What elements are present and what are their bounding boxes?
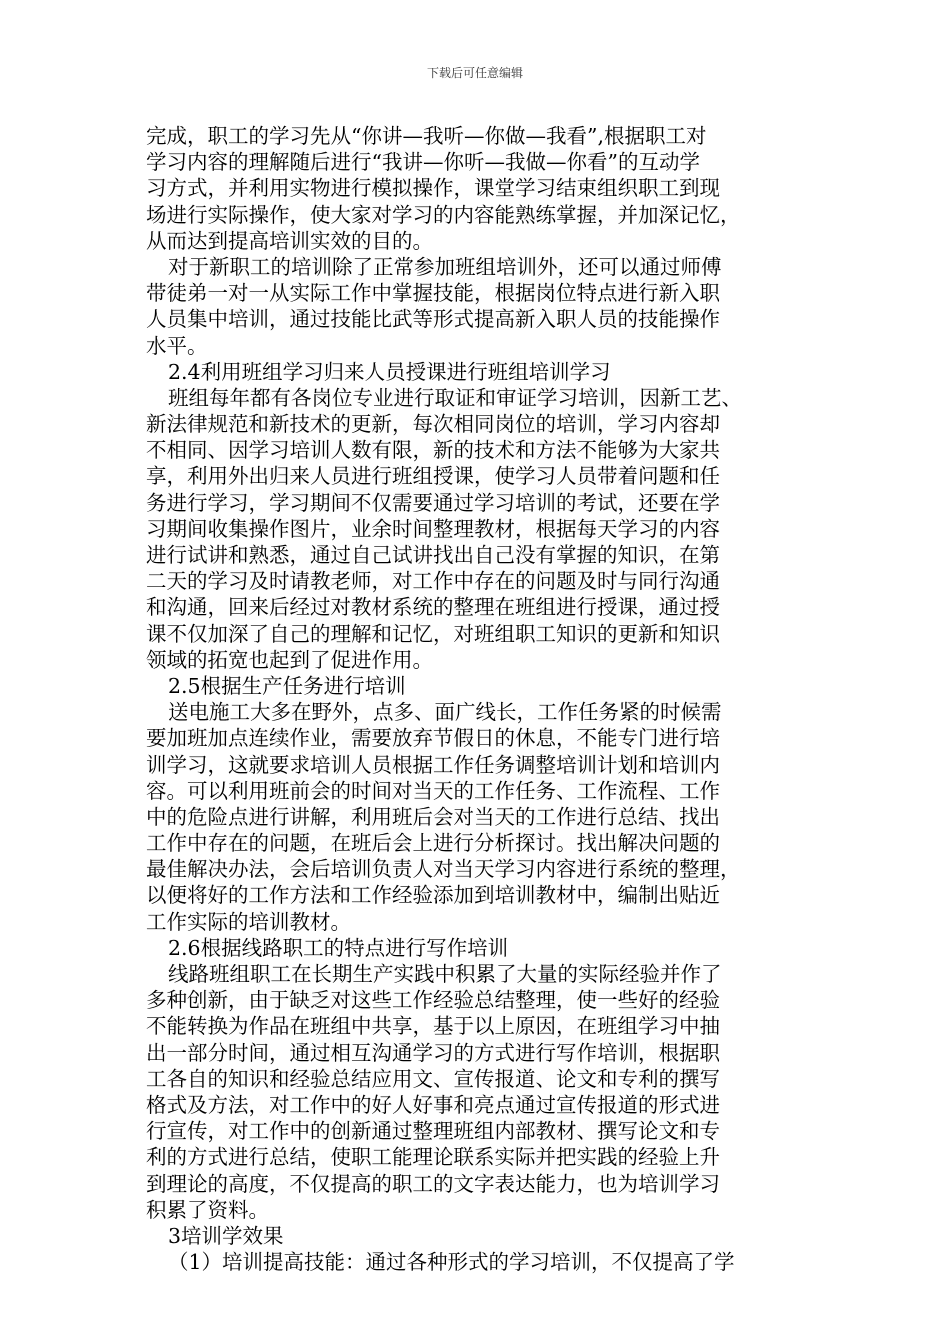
text-line: 领域的拓宽也起到了促进作用。 — [146, 647, 433, 672]
text-line: 班组每年都有各岗位专业进行取证和审证学习培训，因新工艺、 — [168, 385, 742, 410]
text-line: 带徒弟一对一从实际工作中掌握技能，根据岗位特点进行新入职 — [146, 281, 720, 306]
text-line: 完成，职工的学习先从“你讲—我听—你做—我看”,根据职工对 — [146, 124, 707, 148]
text-line: 到理论的高度，不仅提高的职工的文字表达能力，也为培训学习 — [146, 1171, 720, 1196]
text-line: 二天的学习及时请教老师，对工作中存在的问题及时与同行沟通 — [146, 569, 720, 594]
text-line: 2.6根据线路职工的特点进行写作培训 — [168, 935, 509, 960]
text-line: 新法律规范和新技术的更新，每次相同岗位的培训，学习内容却 — [146, 412, 720, 437]
text-line: 习方式，并利用实物进行模拟操作，课堂学习结束组织职工到现 — [146, 176, 720, 201]
text-line: 利的方式进行总结，使职工能理论联系实际并把实践的经验上升 — [146, 1145, 720, 1170]
text-line: 线路班组职工在长期生产实践中积累了大量的实际经验并作了 — [168, 962, 722, 986]
text-line: 场进行实际操作，使大家对学习的内容能熟练掌握，并加深记忆， — [146, 202, 741, 227]
text-line: 3培训学效果 — [168, 1223, 284, 1248]
document-body — [146, 123, 786, 1275]
text-line: 从而达到提高培训实效的目的。 — [146, 228, 433, 253]
text-line: 以便将好的工作方法和工作经验添加到培训教材中，编制出贴近 — [146, 883, 720, 908]
text-line: 格式及方法，对工作中的好人好事和亮点通过宣传报道的形式进 — [146, 1092, 720, 1117]
text-line: 工作中存在的问题，在班后会上进行分析探讨。找出解决问题的 — [146, 831, 720, 856]
text-line: 出一部分时间，通过相互沟通学习的方式进行写作培训，根据职 — [146, 1040, 720, 1065]
text-line: 积累了资料。 — [146, 1197, 269, 1222]
text-line: 学习内容的理解随后进行“我讲—你听—我做—你看”的互动学 — [146, 150, 700, 175]
text-line: 不能转换为作品在班组中共享，基于以上原因，在班组学习中抽 — [146, 1014, 720, 1039]
text-line: 中的危险点进行讲解，利用班后会对当天的工作进行总结、找出 — [146, 804, 720, 829]
text-line: 多种创新，由于缺乏对这些工作经验总结整理，使一些好的经验 — [146, 988, 720, 1013]
text-line: 工各自的知识和经验总结应用文、宣传报道、论文和专利的撰写 — [146, 1066, 720, 1091]
text-line: 务进行学习，学习期间不仅需要通过学习培训的考试，还要在学 — [146, 490, 720, 515]
text-line: 对于新职工的培训除了正常参加班组培训外，还可以通过师傅 — [168, 254, 722, 279]
text-line: 2.4利用班组学习归来人员授课进行班组培训学习 — [168, 359, 611, 384]
text-line: 享，利用外出归来人员进行班组授课，使学习人员带着问题和任 — [146, 464, 720, 489]
page-header: 下载后可任意编辑 — [426, 66, 523, 80]
text-line: 水平。 — [146, 333, 208, 358]
text-line: 不相同、因学习培训人数有限，新的技术和方法不能够为大家共 — [146, 438, 720, 463]
text-line: 要加班加点连续作业，需要放弃节假日的休息，不能专门进行培 — [146, 726, 720, 751]
text-line: 工作实际的培训教材。 — [146, 909, 351, 934]
text-line: 训学习，这就要求培训人员根据工作任务调整培训计划和培训内 — [146, 752, 720, 777]
text-line: 容。可以利用班前会的时间对当天的工作任务、工作流程、工作 — [146, 778, 720, 803]
text-line: 2.5根据生产任务进行培训 — [168, 673, 406, 698]
text-line: 习期间收集操作图片，业余时间整理教材，根据每天学习的内容 — [146, 516, 720, 541]
text-line: 最佳解决办法，会后培训负责人对当天学习内容进行系统的整理， — [146, 857, 741, 882]
text-line: 和沟通，回来后经过对教材系统的整理在班组进行授课，通过授 — [146, 595, 720, 620]
text-line: 课不仅加深了自己的理解和记忆，对班组职工知识的更新和知识 — [146, 621, 720, 646]
text-line: 进行试讲和熟悉，通过自己试讲找出自己没有掌握的知识，在第 — [146, 543, 720, 567]
text-line: （1）培训提高技能：通过各种形式的学习培训，不仅提高了学 — [168, 1250, 735, 1275]
text-line: 行宣传，对工作中的创新通过整理班组内部教材、撰写论文和专 — [146, 1119, 720, 1144]
text-line: 人员集中培训，通过技能比武等形式提高新入职人员的技能操作 — [146, 307, 720, 332]
text-line: 送电施工大多在野外，点多、面广线长，工作任务紧的时候需 — [168, 700, 722, 725]
